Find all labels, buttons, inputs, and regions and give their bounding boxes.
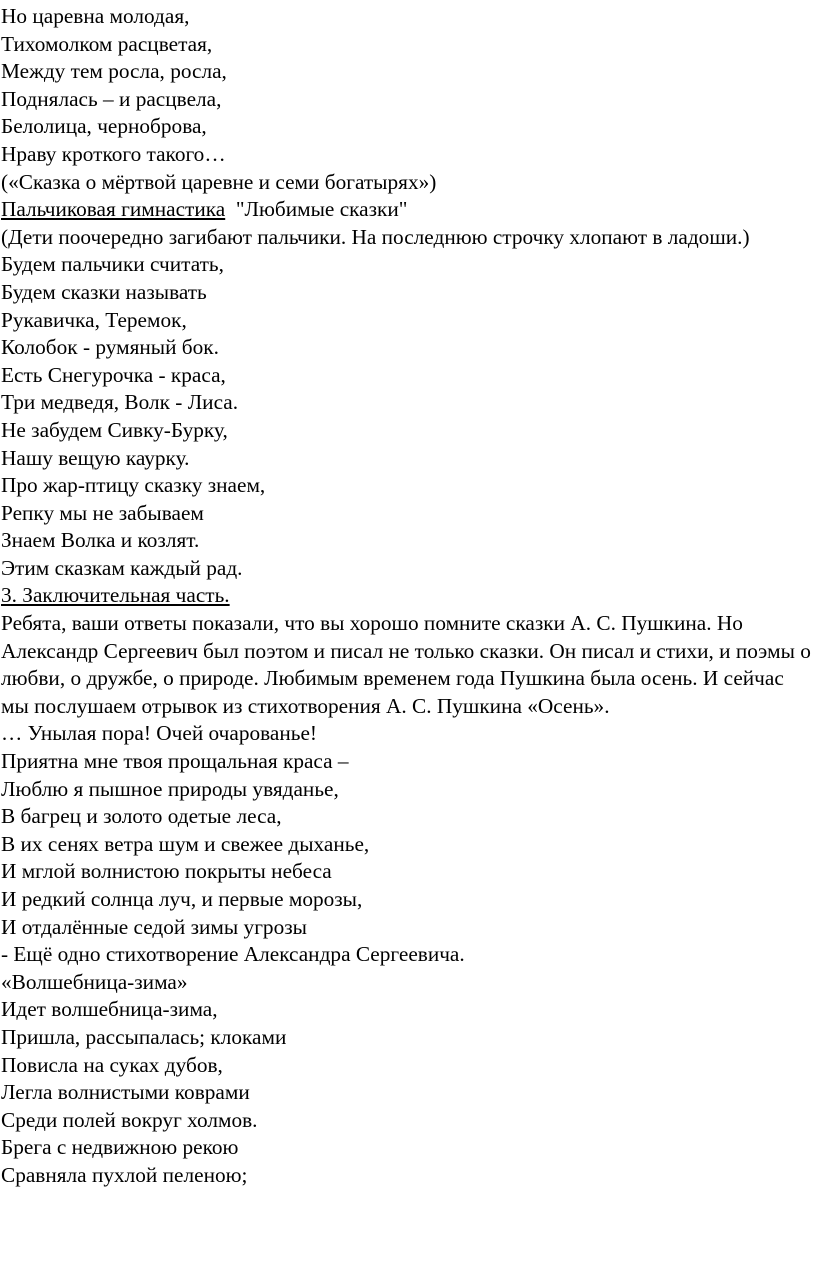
- gymnastics-instruction: (Дети поочередно загибают пальчики. На последнюю строчку хлопают в ладоши.): [1, 224, 750, 249]
- fairy-tales-rhyme: [1, 251, 812, 582]
- poem-line: Поднялась – и расцвела,: [1, 86, 222, 111]
- rhyme-line: Рукавичка, Теремок,: [1, 307, 187, 332]
- poem-line: Среди полей вокруг холмов.: [1, 1107, 258, 1132]
- final-section-paragraph: Ребята, ваши ответы показали, что вы хорошо помните сказки А. С. Пушкина. Но Александр Сергеевич был поэтом и писал не только сказки. Он писал и стихи, и поэмы о любви, о дружбе, о природе. Любимым временем года Пушкина была осень. И сейчас мы послушаем отрывок из стихотворения А. С. Пушкина «Осень».: [1, 611, 811, 718]
- rhyme-line: Этим сказкам каждый рад.: [1, 555, 243, 580]
- poem-line: Люблю я пышное природы увяданье,: [1, 776, 339, 801]
- rhyme-line: Репку мы не забываем: [1, 500, 204, 525]
- gymnastics-heading-line: [1, 196, 812, 224]
- final-section: [1, 582, 812, 720]
- rhyme-line: Будем сказки называть: [1, 279, 207, 304]
- poem-line: Пришла, рассыпалась; клоками: [1, 1024, 287, 1049]
- poem-line: В их сенях ветра шум и свежее дыханье,: [1, 831, 370, 856]
- rhyme-line: Будем пальчики считать,: [1, 252, 224, 277]
- poem-line: Тихомолком расцветая,: [1, 31, 213, 56]
- winter-poem: [1, 996, 812, 1189]
- poem-line: Между тем росла, росла,: [1, 59, 227, 84]
- poem-line: Идет волшебница-зима,: [1, 997, 218, 1022]
- rhyme-line: Колобок - румяный бок.: [1, 335, 219, 360]
- poem-line: Но царевна молодая,: [1, 4, 190, 28]
- poem-line: Нраву кроткого такого…: [1, 141, 226, 166]
- poem-line: И мглой волнистою покрыты небеса: [1, 859, 332, 884]
- rhyme-line: Нашу вещую каурку.: [1, 445, 190, 470]
- poem-line: И редкий солнца луч, и первые морозы,: [1, 887, 363, 911]
- winter-poem-title: «Волшебница-зима»: [1, 969, 188, 994]
- poem-line: Брега с недвижною рекою: [1, 1135, 239, 1160]
- poem-line: Приятна мне твоя прощальная краса –: [1, 749, 349, 774]
- rhyme-line: Три медведя, Волк - Лиса.: [1, 390, 239, 415]
- poem-excerpt-tsarevna: [1, 3, 812, 196]
- poem-line: … Унылая пора! Очей очарованье!: [1, 721, 318, 746]
- poem-line: Легла волнистыми коврами: [1, 1080, 250, 1105]
- finger-gymnastics-section: [1, 196, 812, 251]
- autumn-poem: [1, 720, 812, 941]
- poem-line: Белолица, черноброва,: [1, 114, 207, 139]
- rhyme-line: Про жар-птицу сказку знаем,: [1, 473, 266, 498]
- poem-line: Сравняла пухлой пеленою;: [1, 1162, 248, 1187]
- gymnastics-heading: Пальчиковая гимнастика: [1, 197, 226, 222]
- poem-line: В багрец и золото одетые леса,: [1, 804, 282, 829]
- rhyme-line: Не забудем Сивку-Бурку,: [1, 417, 228, 442]
- rhyme-line: Есть Снегурочка - краса,: [1, 362, 226, 387]
- poem-line: И отдалённые седой зимы угрозы: [1, 914, 307, 939]
- poem-source: («Сказка о мёртвой царевне и семи богатырях»): [1, 169, 437, 194]
- final-section-heading: 3. Заключительная часть.: [1, 583, 230, 608]
- transition-text: - Ещё одно стихотворение Александра Сергеевича.: [1, 942, 465, 967]
- rhyme-line: Знаем Волка и козлят.: [1, 528, 200, 553]
- poem-line: Повисла на суках дубов,: [1, 1052, 223, 1077]
- gymnastics-title: "Любимые сказки": [225, 197, 408, 222]
